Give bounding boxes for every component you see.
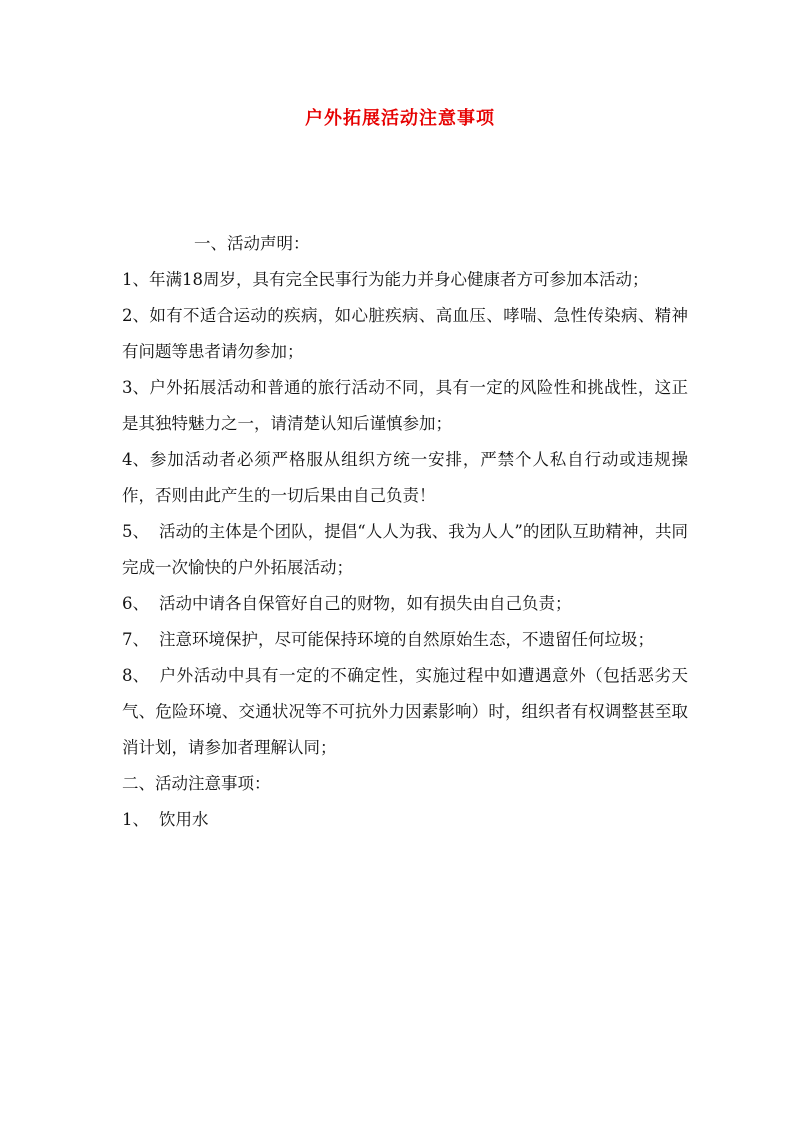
list-item bbox=[122, 442, 688, 514]
list-item bbox=[122, 622, 688, 658]
list-item bbox=[122, 370, 688, 442]
item-text: 注意环境保护，尽可能保持环境的自然原始生态，不遗留任何垃圾； bbox=[159, 630, 654, 649]
section-heading-statement: 一、活动声明： bbox=[194, 234, 310, 253]
item-text: 年满18周岁，具有完全民事行为能力并身心健康者方可参加本活动； bbox=[149, 270, 649, 289]
item-number: 4、 bbox=[122, 450, 149, 469]
item-text: 参加活动者必须严格服从组织方统一安排，严禁个人私自行动或违规操作，否则由此产生的一切后果由自己负责！ bbox=[122, 450, 688, 505]
item-number: 5、 bbox=[122, 522, 149, 541]
item-text: 如有不适合运动的疾病，如心脏疾病、高血压、哮喘、急性传染病、精神有问题等患者请勿参加； bbox=[122, 306, 688, 361]
item-text: 户外活动中具有一定的不确定性，实施过程中如遭遇意外（包括恶劣天气、危险环境、交通状况等不可抗外力因素影响）时，组织者有权调整甚至取消计划，请参加者理解认同； bbox=[122, 666, 688, 757]
item-text: 活动中请各自保管好自己的财物，如有损失由自己负责； bbox=[159, 594, 572, 613]
item-number: 1、 bbox=[122, 270, 149, 289]
item-number: 6、 bbox=[122, 594, 149, 613]
list-item bbox=[122, 298, 688, 370]
item-number: 8、 bbox=[122, 666, 149, 685]
list-item bbox=[122, 262, 688, 298]
section-heading-precautions: 二、活动注意事项： bbox=[122, 774, 271, 793]
list-item bbox=[122, 514, 688, 586]
item-number: 3、 bbox=[122, 378, 149, 397]
sub-list-item bbox=[122, 802, 688, 838]
list-item bbox=[122, 658, 688, 766]
item-number: 1、 bbox=[122, 810, 149, 829]
item-number: 2、 bbox=[122, 306, 149, 325]
item-text: 饮用水 bbox=[159, 810, 209, 829]
item-number: 7、 bbox=[122, 630, 149, 649]
item-text: 户外拓展活动和普通的旅行活动不同，具有一定的风险性和挑战性，这正是其独特魅力之一，请清楚认知后谨慎参加； bbox=[122, 378, 688, 433]
item-text: 活动的主体是个团队，提倡“人人为我、我为人人”的团队互助精神，共同完成一次愉快的户外拓展活动； bbox=[122, 522, 688, 577]
document-body bbox=[122, 226, 688, 838]
document-title: 户外拓展活动注意事项 bbox=[305, 108, 495, 129]
list-item bbox=[122, 586, 688, 622]
